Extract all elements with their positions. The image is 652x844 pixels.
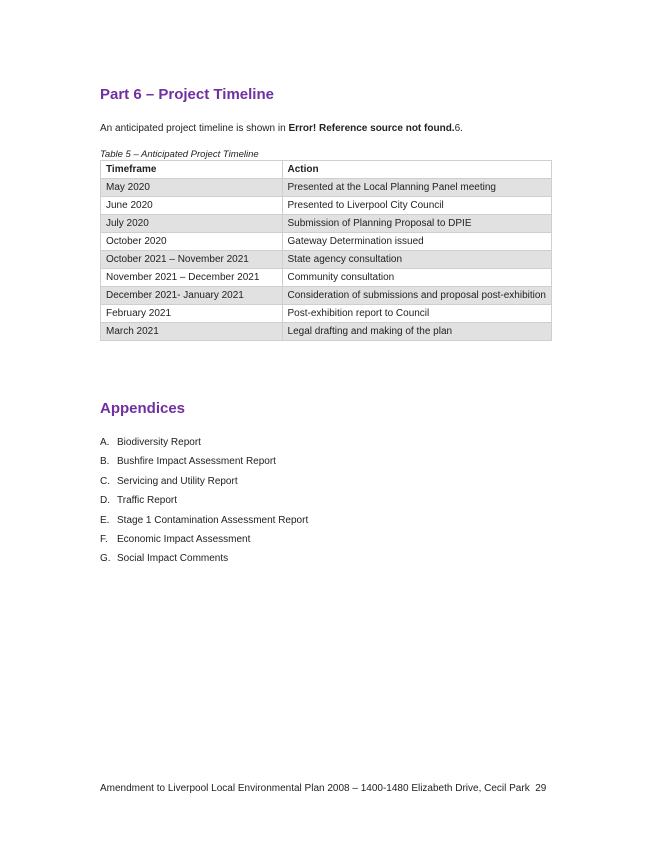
action-cell: Submission of Planning Proposal to DPIE <box>282 215 551 233</box>
list-letter: A. <box>100 437 110 448</box>
timeframe-cell: March 2021 <box>101 323 283 341</box>
list-item <box>100 455 308 474</box>
timeframe-cell: October 2021 – November 2021 <box>101 251 283 269</box>
action-cell: Legal drafting and making of the plan <box>282 323 551 341</box>
table-row <box>101 269 552 287</box>
list-letter: F. <box>100 533 108 545</box>
timeframe-cell: July 2020 <box>101 215 283 233</box>
timeframe-cell: February 2021 <box>101 305 283 323</box>
table-row <box>101 305 552 323</box>
list-item <box>100 552 308 571</box>
appendix-label: Stage 1 Contamination Assessment Report <box>117 514 309 526</box>
appendix-label: Servicing and Utility Report <box>117 475 238 487</box>
intro-text: An anticipated project timeline is shown in <box>100 123 289 134</box>
appendix-label: Social Impact Comments <box>117 553 229 565</box>
table-row <box>101 233 552 251</box>
action-cell: Community consultation <box>282 269 551 287</box>
column-header-timeframe: Timeframe <box>101 161 283 179</box>
appendix-label: Bushfire Impact Assessment Report <box>117 456 276 468</box>
reference-error-text: Error! Reference source not found. <box>288 123 455 134</box>
list-item <box>100 436 308 455</box>
timeframe-cell: December 2021- January 2021 <box>101 287 283 305</box>
timeframe-cell: November 2021 – December 2021 <box>101 269 283 287</box>
action-cell: State agency consultation <box>282 251 551 269</box>
table-row <box>101 179 552 197</box>
project-timeline-table <box>100 160 552 341</box>
appendix-label: Economic Impact Assessment <box>117 533 251 545</box>
table-caption: Table 5 – Anticipated Project Timeline <box>100 149 259 160</box>
appendix-label: Traffic Report <box>117 495 178 507</box>
list-letter: G. <box>100 553 111 565</box>
action-cell: Post-exhibition report to Council <box>282 305 551 323</box>
timeframe-cell: October 2020 <box>101 233 283 251</box>
intro-paragraph <box>100 123 463 134</box>
list-letter: D. <box>100 495 110 507</box>
page-footer <box>100 783 546 794</box>
list-item <box>100 514 308 533</box>
timeframe-cell: June 2020 <box>101 197 283 215</box>
list-letter: E. <box>100 514 110 526</box>
action-cell: Consideration of submissions and proposal post-exhibition <box>282 287 551 305</box>
action-cell: Presented to Liverpool City Council <box>282 197 551 215</box>
timeframe-cell: May 2020 <box>101 179 283 197</box>
section-heading-appendices: Appendices <box>100 400 186 417</box>
list-letter: C. <box>100 475 110 487</box>
table-row <box>101 197 552 215</box>
column-header-action: Action <box>282 161 551 179</box>
list-letter: B. <box>100 456 110 468</box>
table-row <box>101 251 552 269</box>
list-item <box>100 494 308 513</box>
list-item <box>100 475 308 494</box>
table-row <box>101 323 552 341</box>
action-cell: Presented at the Local Planning Panel meeting <box>282 179 551 197</box>
intro-text-end: 6. <box>454 123 463 134</box>
table-header-row <box>101 161 552 179</box>
appendix-label: Biodiversity Report <box>117 437 201 448</box>
appendices-list <box>100 436 308 572</box>
action-cell: Gateway Determination issued <box>282 233 551 251</box>
section-heading-part-6: Part 6 – Project Timeline <box>100 86 274 103</box>
table-row <box>101 287 552 305</box>
table-row <box>101 215 552 233</box>
list-item <box>100 533 308 552</box>
page-number: 29 <box>535 783 547 794</box>
footer-text: Amendment to Liverpool Local Environmental Plan 2008 – 1400-1480 Elizabeth Drive, Cecil Park <box>100 783 530 794</box>
